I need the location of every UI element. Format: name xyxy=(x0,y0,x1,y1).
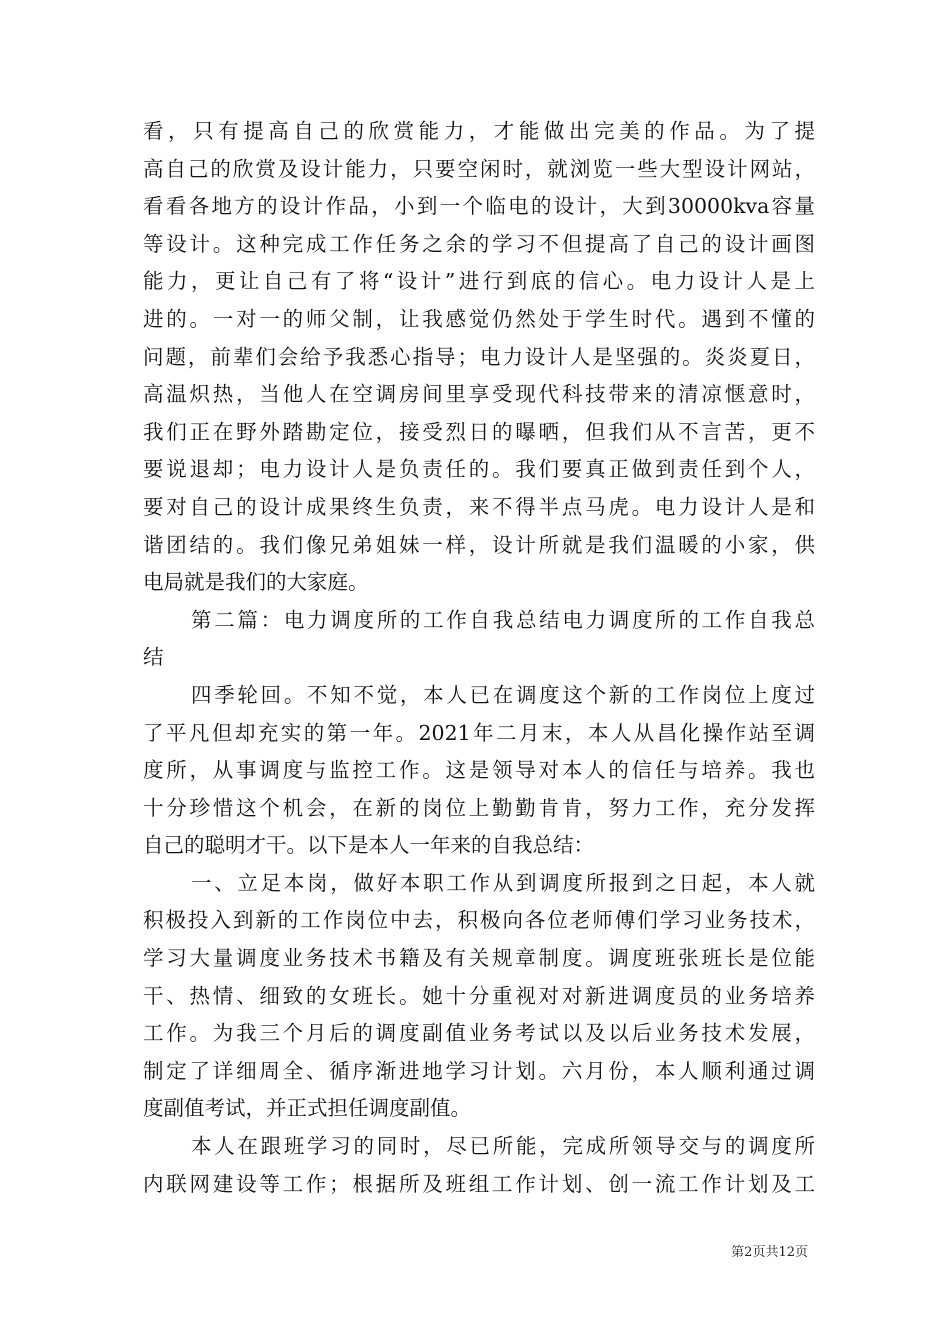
page-number-label: 第2页共12页 xyxy=(731,1245,808,1260)
text-line: 本人在跟班学习的同时，尽已所能，完成所领导交与的调度所 xyxy=(191,1134,815,1159)
text-line: 要说退却；电力设计人是负责任的。我们要真正做到责任到个人， xyxy=(143,457,815,482)
text-line: 度所，从事调度与监控工作。这是领导对本人的信任与培养。我也 xyxy=(143,758,815,783)
text-line: 我们正在野外踏勘定位，接受烈日的曝晒，但我们从不言苦，更不 xyxy=(143,419,815,444)
text-line: 了平凡但却充实的第一年。2021年二月末，本人从昌化操作站至调 xyxy=(143,720,815,745)
text-line: 谐团结的。我们像兄弟姐妹一样，设计所就是我们温暖的小家，供 xyxy=(143,532,815,557)
text-line: 要对自己的设计成果终生负责，来不得半点马虎。电力设计人是和 xyxy=(143,494,815,519)
text-line: 看，只有提高自己的欣赏能力，才能做出完美的作品。为了提 xyxy=(143,119,815,143)
text-line: 工作。为我三个月后的调度副值业务考试以及以后业务技术发展， xyxy=(143,1021,815,1046)
text-line: 干、热情、细致的女班长。她十分重视对对新进调度员的业务培养 xyxy=(143,983,815,1008)
text-line: 自己的聪明才干。以下是本人一年来的自我总结： xyxy=(143,833,594,858)
text-line: 内联网建设等工作；根据所及班组工作计划、创一流工作计划及工 xyxy=(143,1171,815,1196)
text-line: 看看各地方的设计作品，小到一个临电的设计，大到30000kva容量 xyxy=(143,194,815,219)
text-line: 进的。一对一的师父制，让我感觉仍然处于学生时代。遇到不懂的 xyxy=(143,306,815,331)
text-line: 高自己的欣赏及设计能力，只要空闲时，就浏览一些大型设计网站， xyxy=(143,156,815,181)
document-body xyxy=(143,113,815,1203)
text-line: 四季轮回。不知不觉，本人已在调度这个新的工作岗位上度过 xyxy=(191,682,815,707)
section-heading-continued: 结 xyxy=(143,645,164,670)
text-line: 十分珍惜这个机会，在新的岗位上勤勤肯肯，努力工作，充分发挥 xyxy=(143,795,815,820)
text-line: 高温炽热，当他人在空调房间里享受现代科技带来的清凉惬意时， xyxy=(143,382,815,407)
text-line: 问题，前辈们会给予我悉心指导；电力设计人是坚强的。炎炎夏日， xyxy=(143,344,815,369)
page-footer xyxy=(0,1244,950,1262)
text-line: 学习大量调度业务技术书籍及有关规章制度。调度班张班长是位能 xyxy=(143,946,815,971)
text-line: 电局就是我们的大家庭。 xyxy=(143,570,369,595)
text-line: 等设计。这种完成工作任务之余的学习不但提高了自己的设计画图 xyxy=(143,231,815,256)
section-heading: 第二篇：电力调度所的工作自我总结电力调度所的工作自我总 xyxy=(191,607,815,632)
text-line: 能力，更让自己有了将“设计”进行到底的信心。电力设计人是上 xyxy=(143,269,815,294)
text-line: 度副值考试，并正式担任调度副值。 xyxy=(143,1096,471,1121)
text-line: 制定了详细周全、循序渐进地学习计划。六月份，本人顺利通过调 xyxy=(143,1058,815,1083)
text-line: 一、立足本岗，做好本职工作从到调度所报到之日起，本人就 xyxy=(191,870,815,895)
text-line: 积极投入到新的工作岗位中去，积极向各位老师傅们学习业务技术， xyxy=(143,908,815,933)
